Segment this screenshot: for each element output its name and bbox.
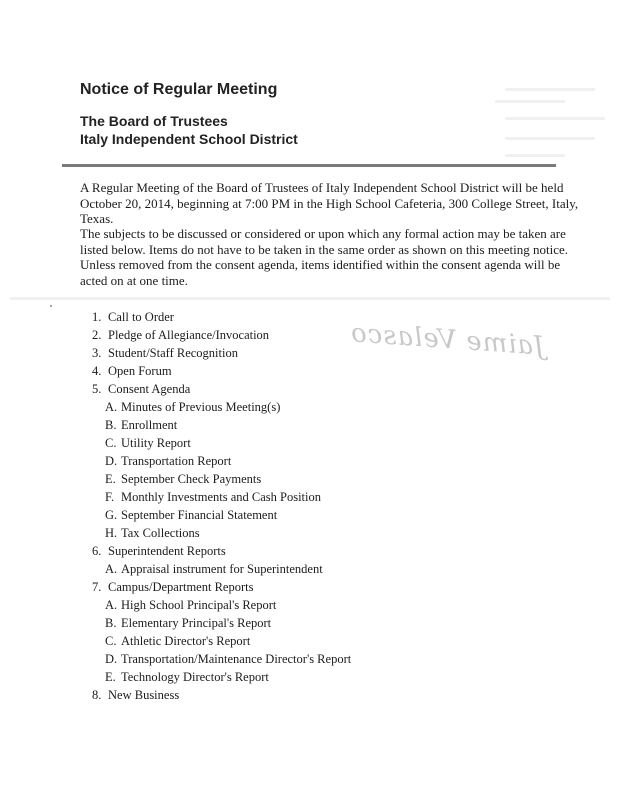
agenda-item (92, 580, 253, 595)
item-label: Appraisal instrument for Superintendent (121, 562, 323, 576)
item-label: High School Principal's Report (121, 598, 277, 612)
agenda-subitem (105, 652, 351, 667)
item-label: New Business (108, 688, 180, 702)
item-label: Campus/Department Reports (108, 580, 254, 594)
bleed-through-text (505, 117, 605, 120)
bleed-through-text (505, 137, 595, 140)
agenda-subitem (105, 400, 280, 415)
item-letter: D. (105, 454, 118, 468)
item-number: 2. (92, 328, 102, 342)
margin-mark (50, 305, 52, 307)
agenda-subitem (105, 454, 231, 469)
signature-bleed-through: Jaime Velasco (349, 318, 546, 362)
item-number: 3. (92, 346, 102, 360)
item-label: Utility Report (121, 436, 191, 450)
bleed-through-text (505, 88, 595, 91)
item-number: 8. (92, 688, 102, 702)
item-label: Tax Collections (121, 526, 200, 540)
item-label: Pledge of Allegiance/Invocation (108, 328, 270, 342)
agenda-item (92, 346, 238, 361)
agenda-subitem (105, 634, 250, 649)
item-number: 4. (92, 364, 102, 378)
item-label: Minutes of Previous Meeting(s) (121, 400, 281, 414)
agenda-subitem (105, 526, 200, 541)
item-letter: E. (105, 472, 116, 486)
item-letter: A. (105, 400, 118, 414)
agenda-item (92, 688, 179, 703)
item-label: Transportation Report (121, 454, 232, 468)
item-letter: B. (105, 616, 117, 630)
item-label: Call to Order (108, 310, 174, 324)
item-label: Superintendent Reports (108, 544, 226, 558)
agenda-subitem (105, 418, 177, 433)
item-label: September Financial Statement (121, 508, 278, 522)
agenda-item (92, 544, 226, 559)
item-number: 5. (92, 382, 102, 396)
item-letter: C. (105, 436, 117, 450)
item-label: Consent Agenda (108, 382, 191, 396)
agenda-item (92, 382, 190, 397)
item-label: Technology Director's Report (121, 670, 269, 684)
bleed-through-text (10, 297, 610, 300)
item-letter: A. (105, 598, 118, 612)
item-label: September Check Payments (121, 472, 262, 486)
agenda-notice-paragraph: The subjects to be discussed or considered or upon which any formal action may be taken are listed below. Items do not have to be taken in the same order as shown on this meeting notice. Unless removed from the consent agenda, items identified within the consent agenda will be acted on at one time. (80, 226, 568, 288)
bleed-through-text (505, 154, 565, 157)
item-label: Transportation/Maintenance Director's Report (121, 652, 352, 666)
agenda-item (92, 364, 172, 379)
agenda-subitem (105, 598, 276, 613)
item-label: Monthly Investments and Cash Position (121, 490, 321, 504)
item-letter: G. (105, 508, 118, 522)
agenda-item (92, 310, 174, 325)
item-letter: C. (105, 634, 117, 648)
item-letter: B. (105, 418, 117, 432)
item-label: Athletic Director's Report (121, 634, 251, 648)
page-title: Notice of Regular Meeting (80, 81, 278, 98)
item-number: 7. (92, 580, 102, 594)
item-label: Elementary Principal's Report (121, 616, 272, 630)
agenda-subitem (105, 472, 261, 487)
item-label: Enrollment (121, 418, 178, 432)
item-number: 1. (92, 310, 102, 324)
item-letter: H. (105, 526, 118, 540)
item-label: Open Forum (108, 364, 172, 378)
item-letter: D. (105, 652, 118, 666)
item-letter: E. (105, 670, 116, 684)
bleed-through-text (495, 100, 565, 103)
agenda-item (92, 328, 269, 343)
item-letter: A. (105, 562, 118, 576)
header-divider (62, 164, 556, 167)
agenda-subitem (105, 616, 271, 631)
meeting-details-paragraph: A Regular Meeting of the Board of Trustees of Italy Independent School District will be held October 20, 2014, beginning at 7:00 PM in the High School Cafeteria, 300 College Street, Italy, Texas. (80, 180, 579, 226)
agenda-subitem (105, 670, 269, 685)
board-name: The Board of Trustees (80, 113, 228, 129)
item-letter: F. (105, 490, 115, 504)
agenda-subitem (105, 508, 277, 523)
item-label: Student/Staff Recognition (108, 346, 238, 360)
district-name: Italy Independent School District (80, 131, 298, 147)
agenda-subitem (105, 562, 323, 577)
agenda-subitem (105, 490, 321, 505)
agenda-subitem (105, 436, 191, 451)
item-number: 6. (92, 544, 102, 558)
